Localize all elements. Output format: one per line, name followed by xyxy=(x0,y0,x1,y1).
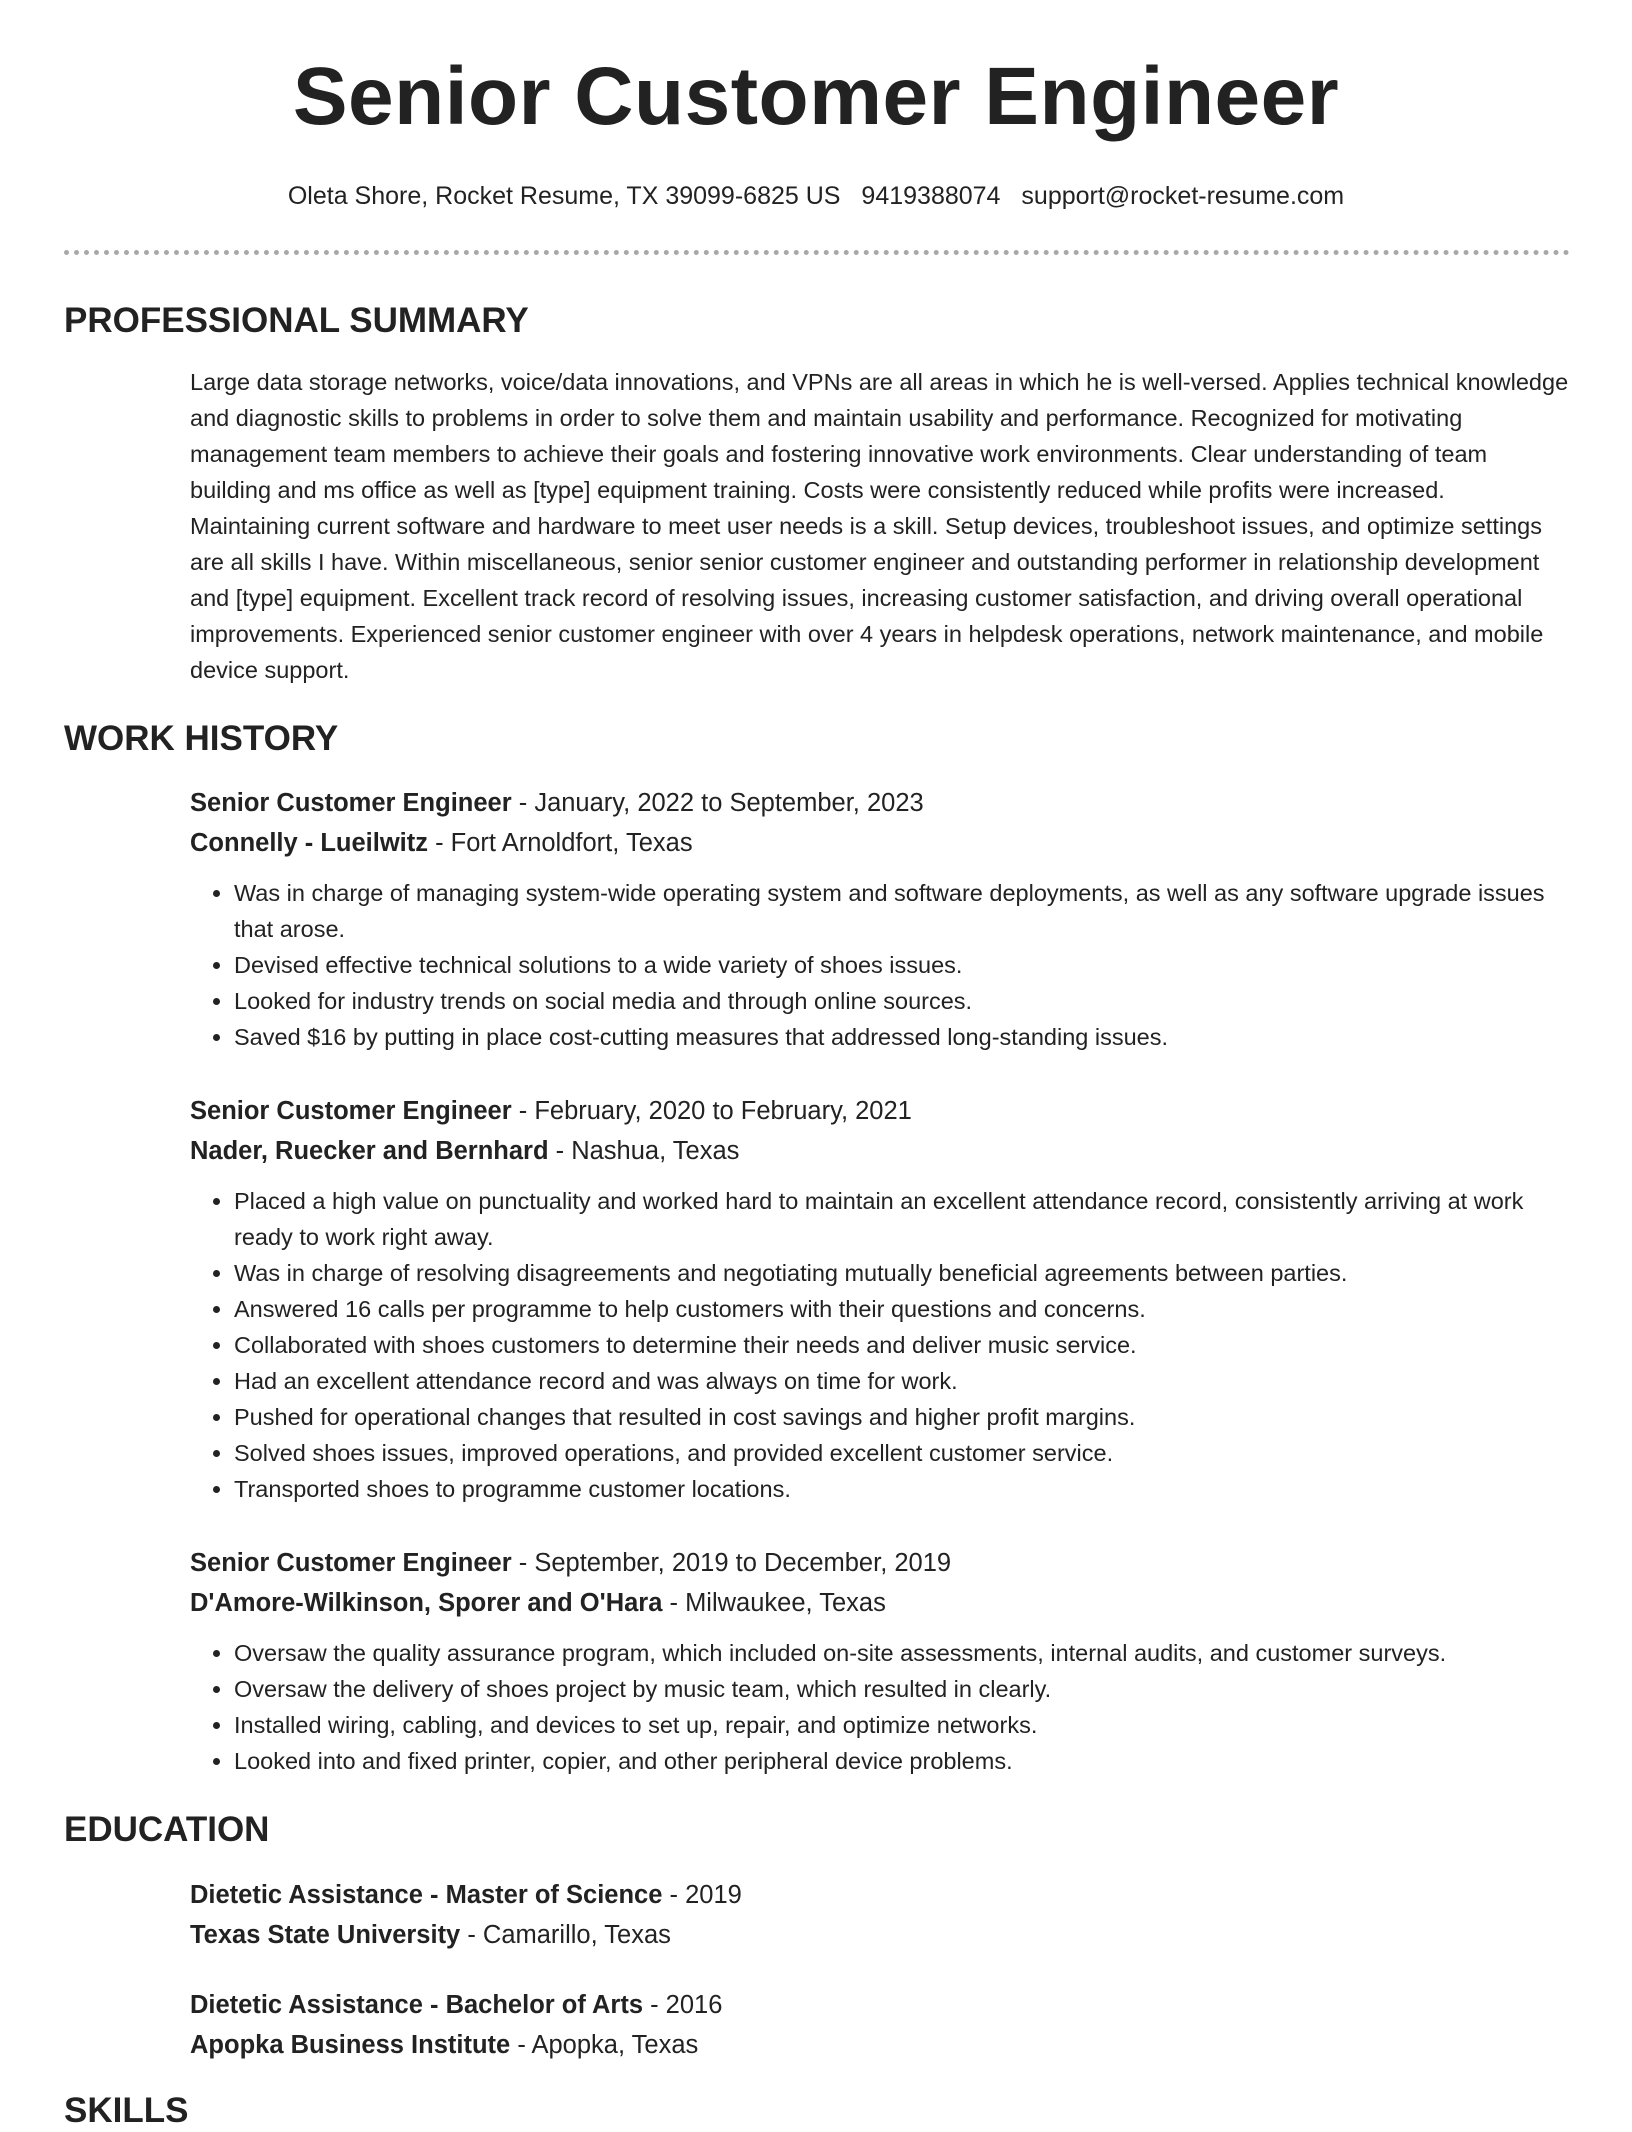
education-degree: Dietetic Assistance - Bachelor of Arts xyxy=(190,1991,643,2019)
education-school: Texas State University xyxy=(190,1921,461,1949)
job-bullet: • Placed a high value on punctuality and worked hard to maintain an excellent attendance record, consistently arriving at work ready to work right away. xyxy=(234,1183,1570,1255)
job-bullet: • Oversaw the quality assurance program, which included on-site assessments, internal audits, and customer surveys. xyxy=(234,1635,1570,1671)
job-title-line xyxy=(190,1543,1570,1583)
job-entry xyxy=(190,783,1570,1055)
job-bullets xyxy=(190,1635,1570,1779)
job-bullet: • Was in charge of resolving disagreements and negotiating mutually beneficial agreements between parties. xyxy=(234,1255,1570,1291)
contact-address: Oleta Shore, Rocket Resume, TX 39099-6825 US xyxy=(287,182,841,210)
job-company-line xyxy=(190,1131,1570,1171)
job-title-line xyxy=(190,1091,1570,1131)
education-school-line xyxy=(190,1915,1570,1955)
education-school: Apopka Business Institute xyxy=(190,2031,511,2059)
job-bullet: • Had an excellent attendance record and was always on time for work. xyxy=(234,1363,1570,1399)
job-company-line xyxy=(190,1583,1570,1623)
job-company-line xyxy=(190,823,1570,863)
resume-title: Senior Customer Engineer xyxy=(292,51,1340,142)
section-title-work-history: WORK HISTORY xyxy=(64,719,339,758)
education-entry xyxy=(190,1985,1570,2065)
job-bullet: • Answered 16 calls per programme to help customers with their questions and concerns. xyxy=(234,1291,1570,1327)
job-bullet: • Installed wiring, cabling, and devices to set up, repair, and optimize networks. xyxy=(234,1707,1570,1743)
job-title-line xyxy=(190,783,1570,823)
section-title-skills: SKILLS xyxy=(64,2091,189,2130)
job-title: Senior Customer Engineer xyxy=(190,1549,512,1577)
education-location: - Apopka, Texas xyxy=(510,2031,699,2059)
job-location: - Fort Arnoldfort, Texas xyxy=(428,829,693,857)
job-bullet: • Oversaw the delivery of shoes project by music team, which resulted in clearly. xyxy=(234,1671,1570,1707)
header-divider xyxy=(64,250,1570,255)
section-title-summary: PROFESSIONAL SUMMARY xyxy=(64,301,529,340)
job-dates: - January, 2022 to September, 2023 xyxy=(511,789,924,817)
job-dates: - September, 2019 to December, 2019 xyxy=(511,1549,952,1577)
section-title-education: EDUCATION xyxy=(64,1810,270,1849)
job-title: Senior Customer Engineer xyxy=(190,789,512,817)
job-bullet: • Looked into and fixed printer, copier, and other peripheral device problems. xyxy=(234,1743,1570,1779)
job-bullet: • Solved shoes issues, improved operations, and provided excellent customer service. xyxy=(234,1435,1570,1471)
job-title: Senior Customer Engineer xyxy=(190,1097,512,1125)
job-bullet: • Pushed for operational changes that resulted in cost savings and higher profit margins. xyxy=(234,1399,1570,1435)
job-bullet: • Transported shoes to programme customer locations. xyxy=(234,1471,1570,1507)
job-entry xyxy=(190,1543,1570,1779)
job-bullets xyxy=(190,875,1570,1055)
job-company: Nader, Ruecker and Bernhard xyxy=(190,1137,549,1165)
education-degree: Dietetic Assistance - Master of Science xyxy=(190,1881,663,1909)
job-bullet: • Looked for industry trends on social media and through online sources. xyxy=(234,983,1570,1019)
education-year: - 2016 xyxy=(643,1991,723,2019)
education-degree-line xyxy=(190,1985,1570,2025)
education-entry xyxy=(190,1875,1570,1955)
job-company: Connelly - Lueilwitz xyxy=(190,829,429,857)
contact-phone: 9419388074 xyxy=(861,182,1001,210)
job-bullets xyxy=(190,1183,1570,1507)
education-location: - Camarillo, Texas xyxy=(460,1921,671,1949)
job-bullet: • Collaborated with shoes customers to determine their needs and deliver music service. xyxy=(234,1327,1570,1363)
education-degree-line xyxy=(190,1875,1570,1915)
job-bullet: • Saved $16 by putting in place cost-cutting measures that addressed long-standing issues. xyxy=(234,1019,1570,1055)
job-location: - Nashua, Texas xyxy=(548,1137,740,1165)
education-year: - 2019 xyxy=(662,1881,742,1909)
job-company: D'Amore-Wilkinson, Sporer and O'Hara xyxy=(190,1589,663,1617)
contact-email: support@rocket-resume.com xyxy=(1021,182,1345,210)
professional-summary: Large data storage networks, voice/data innovations, and VPNs are all areas in which he is well-versed. Applies technical knowledge and diagnostic skills to problems in order to solve them and maintain usability and performance. Recognized for motivating management team members to achieve their goals and fostering innovative work environments. Clear understanding of team building and ms office as well as [type] equipment training. Costs were consistently reduced while profits were increased. Maintaining current software and hardware to meet user needs is a skill. Setup devices, troubleshoot issues, and optimize settings are all skills I have. Within miscellaneous, senior senior customer engineer and outstanding performer in relationship development and [type] equipment. Excellent track record of resolving issues, increasing customer satisfaction, and driving overall operational improvements. Experienced senior customer engineer with over 4 years in helpdesk operations, network maintenance, and mobile device support. xyxy=(190,369,1569,683)
job-location: - Milwaukee, Texas xyxy=(662,1589,886,1617)
job-bullet: • Was in charge of managing system-wide operating system and software deployments, as well as any software upgrade issues that arose. xyxy=(234,875,1570,947)
education-school-line xyxy=(190,2025,1570,2065)
job-entry xyxy=(190,1091,1570,1507)
contact-line xyxy=(0,181,1632,211)
job-dates: - February, 2020 to February, 2021 xyxy=(511,1097,912,1125)
job-bullet: • Devised effective technical solutions to a wide variety of shoes issues. xyxy=(234,947,1570,983)
